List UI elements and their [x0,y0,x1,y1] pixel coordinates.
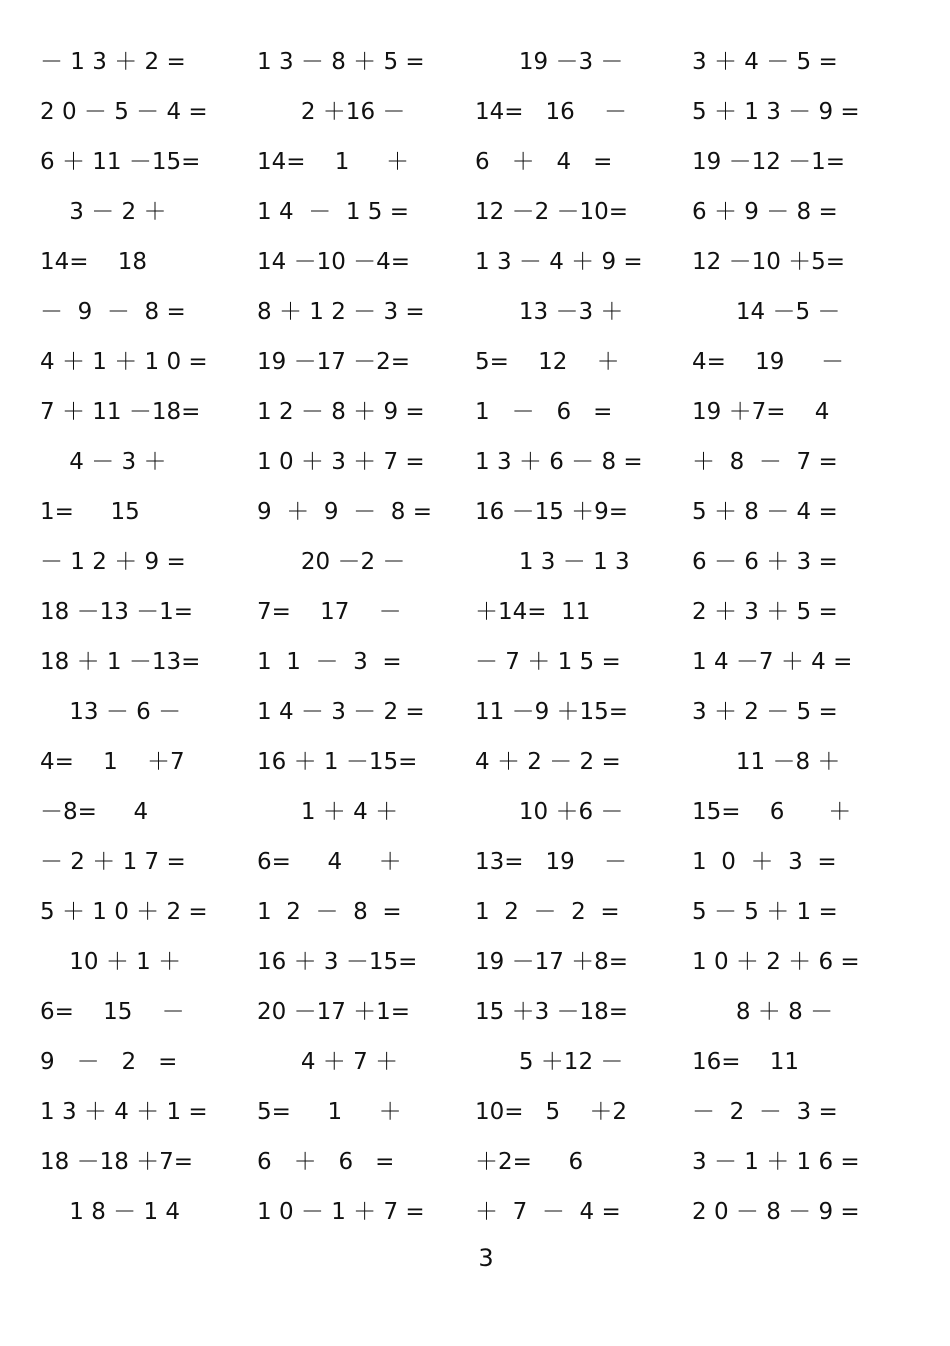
equation-line: 2 0 － 8 － 9 = [692,1199,860,1225]
equation-line: 5 ＋12 － [475,1049,624,1075]
equation-line: － 7 ＋ 1 5 = [475,649,621,675]
equation-line: 5 － 5 ＋ 1 = [692,899,838,925]
equation-line: 18 ＋ 1 －13= [40,649,201,675]
equation-line: 18 －13 －1= [40,599,194,625]
equation-line: 9 － 2 = [40,1049,178,1075]
equation-line: 1 － 6 = [475,399,613,425]
equation-line: 12 －2 －10= [475,199,629,225]
equation-line: 6= 15 － [40,999,185,1025]
equation-line: 16 ＋ 1 －15= [257,749,418,775]
equation-line: 1= 15 [40,499,140,525]
equation-line: 20 －17 ＋1= [257,999,411,1025]
equation-line: 4= 19 － [692,349,844,375]
equation-line: 2 ＋16 － [257,99,406,125]
equation-line: 12 －10 ＋5= [692,249,846,275]
equation-line: 8 ＋ 1 2 － 3 = [257,299,425,325]
column-4 [692,37,860,1237]
equation-line: 20 －2 － [257,549,406,575]
equation-line: 3 － 2 ＋ [40,199,167,225]
equation-line: ＋2= 6 [475,1149,584,1175]
equation-line: 5 ＋ 8 － 4 = [692,499,838,525]
equation-line: 4 ＋ 1 ＋ 1 0 = [40,349,208,375]
equation-line: 1 2 － 8 ＋ 9 = [257,399,425,425]
equation-line: 5= 1 ＋ [257,1099,402,1125]
equation-line: 4 ＋ 7 ＋ [257,1049,399,1075]
equation-line: 19 －3 － [475,49,624,75]
equation-line: 7= 17 － [257,599,402,625]
equation-line: 3 ＋ 2 － 5 = [692,699,838,725]
equation-line: 19 －17 ＋8= [475,949,629,975]
equation-line: 6 － 6 ＋ 3 = [692,549,838,575]
equation-line: － 2 ＋ 1 7 = [40,849,186,875]
column-2 [257,37,432,1237]
equation-line: 16 ＋ 3 －15= [257,949,418,975]
column-1 [40,37,208,1237]
equation-line: 13 － 6 － [40,699,182,725]
equation-line: 10 ＋ 1 ＋ [40,949,182,975]
equation-line: 2 ＋ 3 ＋ 5 = [692,599,838,625]
equation-line: 7 ＋ 11 －18= [40,399,201,425]
equation-line: 1 3 ＋ 4 ＋ 1 = [40,1099,208,1125]
equation-line: 6= 4 ＋ [257,849,402,875]
equation-line: 1 4 － 3 － 2 = [257,699,425,725]
equation-line: 16= 11 [692,1049,800,1075]
equation-line: － 9 － 8 = [40,299,186,325]
equation-line: 6 ＋ 4 = [475,149,613,175]
equation-line: 1 1 － 3 = [257,649,402,675]
equation-line: 1 4 －7 ＋ 4 = [692,649,853,675]
equation-line: 1 3 － 4 ＋ 9 = [475,249,643,275]
equation-line: 14= 1 ＋ [257,149,409,175]
equation-line: 16 －15 ＋9= [475,499,629,525]
equation-line: 1 2 － 2 = [475,899,620,925]
equation-line: 1 3 － 1 3 [475,549,630,575]
equation-line: 15 ＋3 －18= [475,999,629,1025]
equation-line: 14 －10 －4= [257,249,411,275]
equation-line: 4= 1 ＋7 [40,749,185,775]
equation-line: 3 － 1 ＋ 1 6 = [692,1149,860,1175]
equation-line: 1 0 － 1 ＋ 7 = [257,1199,425,1225]
equation-line: 5 ＋ 1 0 ＋ 2 = [40,899,208,925]
equation-line: 19 －12 －1= [692,149,846,175]
equation-line: 11 －8 ＋ [692,749,841,775]
equation-line: 1 0 ＋ 2 ＋ 6 = [692,949,860,975]
equation-line: 14= 16 － [475,99,627,125]
equation-line: ＋ 7 － 4 = [475,1199,621,1225]
equation-line: － 2 － 3 = [692,1099,838,1125]
equation-line: 1 0 ＋ 3 ＋ 7 = [257,449,425,475]
equation-line: 6 ＋ 11 －15= [40,149,201,175]
equation-line: 1 3 ＋ 6 － 8 = [475,449,643,475]
equation-line: 14= 18 [40,249,148,275]
equation-line: － 1 2 ＋ 9 = [40,549,186,575]
equation-line: 4 － 3 ＋ [40,449,167,475]
equation-line: 15= 6 ＋ [692,799,852,825]
equation-line: 1 4 － 1 5 = [257,199,409,225]
equation-line: － 1 3 ＋ 2 = [40,49,186,75]
equation-line: 8 ＋ 8 － [692,999,834,1025]
equation-line: 5 ＋ 1 3 － 9 = [692,99,860,125]
equation-line: ＋ 8 － 7 = [692,449,838,475]
equation-line: 18 －18 ＋7= [40,1149,194,1175]
equation-line: 11 －9 ＋15= [475,699,629,725]
equation-line: 1 0 ＋ 3 = [692,849,837,875]
equation-line: －8= 4 [40,799,149,825]
equation-line: 13 －3 ＋ [475,299,624,325]
page-number: 3 [478,1244,494,1272]
equation-line: 19 ＋7= 4 [692,399,830,425]
column-3 [475,37,643,1237]
equation-line: 14 －5 － [692,299,841,325]
equation-line: 1 2 － 8 = [257,899,402,925]
equation-line: 10 ＋6 － [475,799,624,825]
equation-line: 6 ＋ 6 = [257,1149,395,1175]
equation-line: 13= 19 － [475,849,627,875]
equation-line: ＋14= 11 [475,599,591,625]
equation-line: 3 ＋ 4 － 5 = [692,49,838,75]
equation-line: 10= 5 ＋2 [475,1099,627,1125]
equation-line: 19 －17 －2= [257,349,411,375]
equation-line: 1 ＋ 4 ＋ [257,799,399,825]
equation-line: 9 ＋ 9 － 8 = [257,499,432,525]
equation-line: 5= 12 ＋ [475,349,620,375]
equation-line: 1 3 － 8 ＋ 5 = [257,49,425,75]
equation-line: 4 ＋ 2 － 2 = [475,749,621,775]
equation-line: 1 8 － 1 4 [40,1199,181,1225]
equation-line: 2 0 － 5 － 4 = [40,99,208,125]
equation-line: 6 ＋ 9 － 8 = [692,199,838,225]
